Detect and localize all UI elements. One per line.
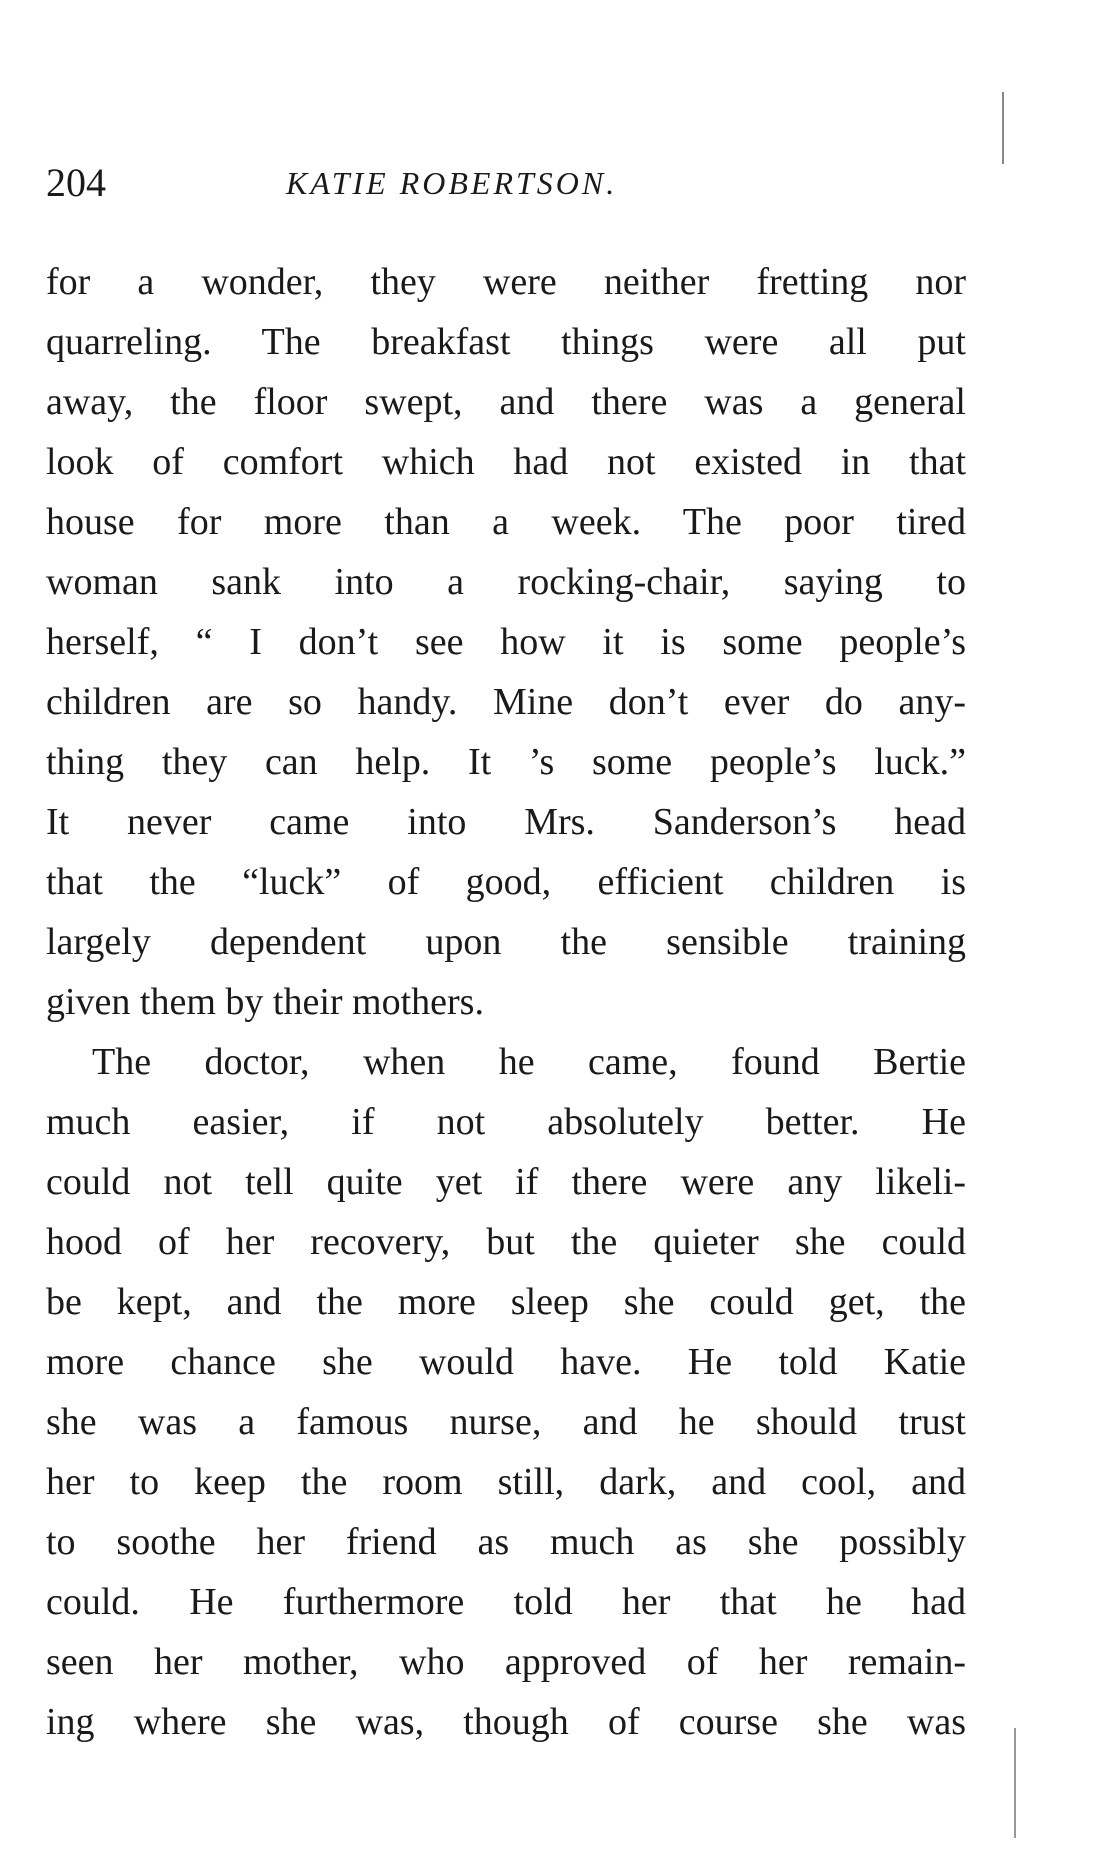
text-line: It never came into Mrs. Sanderson’s head <box>46 801 966 843</box>
text-line: children are so handy. Mine don’t ever do any- <box>46 681 966 723</box>
page-header <box>46 158 966 208</box>
text-line: quarreling. The breakfast things were all put <box>46 321 966 363</box>
running-head: KATIE ROBERTSON. <box>286 165 618 201</box>
text-line: largely dependent upon the sensible training <box>46 921 966 963</box>
text-line: hood of her recovery, but the quieter she could <box>46 1221 966 1263</box>
body-text <box>46 252 966 1752</box>
page-number: 204 <box>46 160 106 205</box>
margin-mark-bottom <box>1014 1728 1016 1838</box>
text-line: she was a famous nurse, and he should trust <box>46 1401 966 1443</box>
text-line: look of comfort which had not existed in that <box>46 441 966 483</box>
text-line: to soothe her friend as much as she possibly <box>46 1521 966 1563</box>
text-line: ing where she was, though of course she was <box>46 1701 966 1743</box>
text-line: could. He furthermore told her that he had <box>46 1581 966 1623</box>
text-line: much easier, if not absolutely better. He <box>46 1101 966 1143</box>
text-line: be kept, and the more sleep she could get, the <box>46 1281 966 1323</box>
text-line: seen her mother, who approved of her remain- <box>46 1641 966 1683</box>
text-line: woman sank into a rocking-chair, saying to <box>46 561 966 603</box>
text-line: herself, “ I don’t see how it is some people’s <box>46 621 966 663</box>
text-line: given them by their mothers. <box>46 981 484 1023</box>
text-line: thing they can help. It ’s some people’s luck.” <box>46 741 966 783</box>
text-line: could not tell quite yet if there were any likeli- <box>46 1161 966 1203</box>
margin-mark-top <box>1002 92 1004 164</box>
text-line: house for more than a week. The poor tired <box>46 501 966 543</box>
text-line: for a wonder, they were neither fretting nor <box>46 261 966 303</box>
text-line: away, the floor swept, and there was a general <box>46 381 966 423</box>
text-line: her to keep the room still, dark, and cool, and <box>46 1461 966 1503</box>
text-line: that the “luck” of good, efficient children is <box>46 861 966 903</box>
text-line: The doctor, when he came, found Bertie <box>92 1041 966 1083</box>
text-line: more chance she would have. He told Katie <box>46 1341 966 1383</box>
